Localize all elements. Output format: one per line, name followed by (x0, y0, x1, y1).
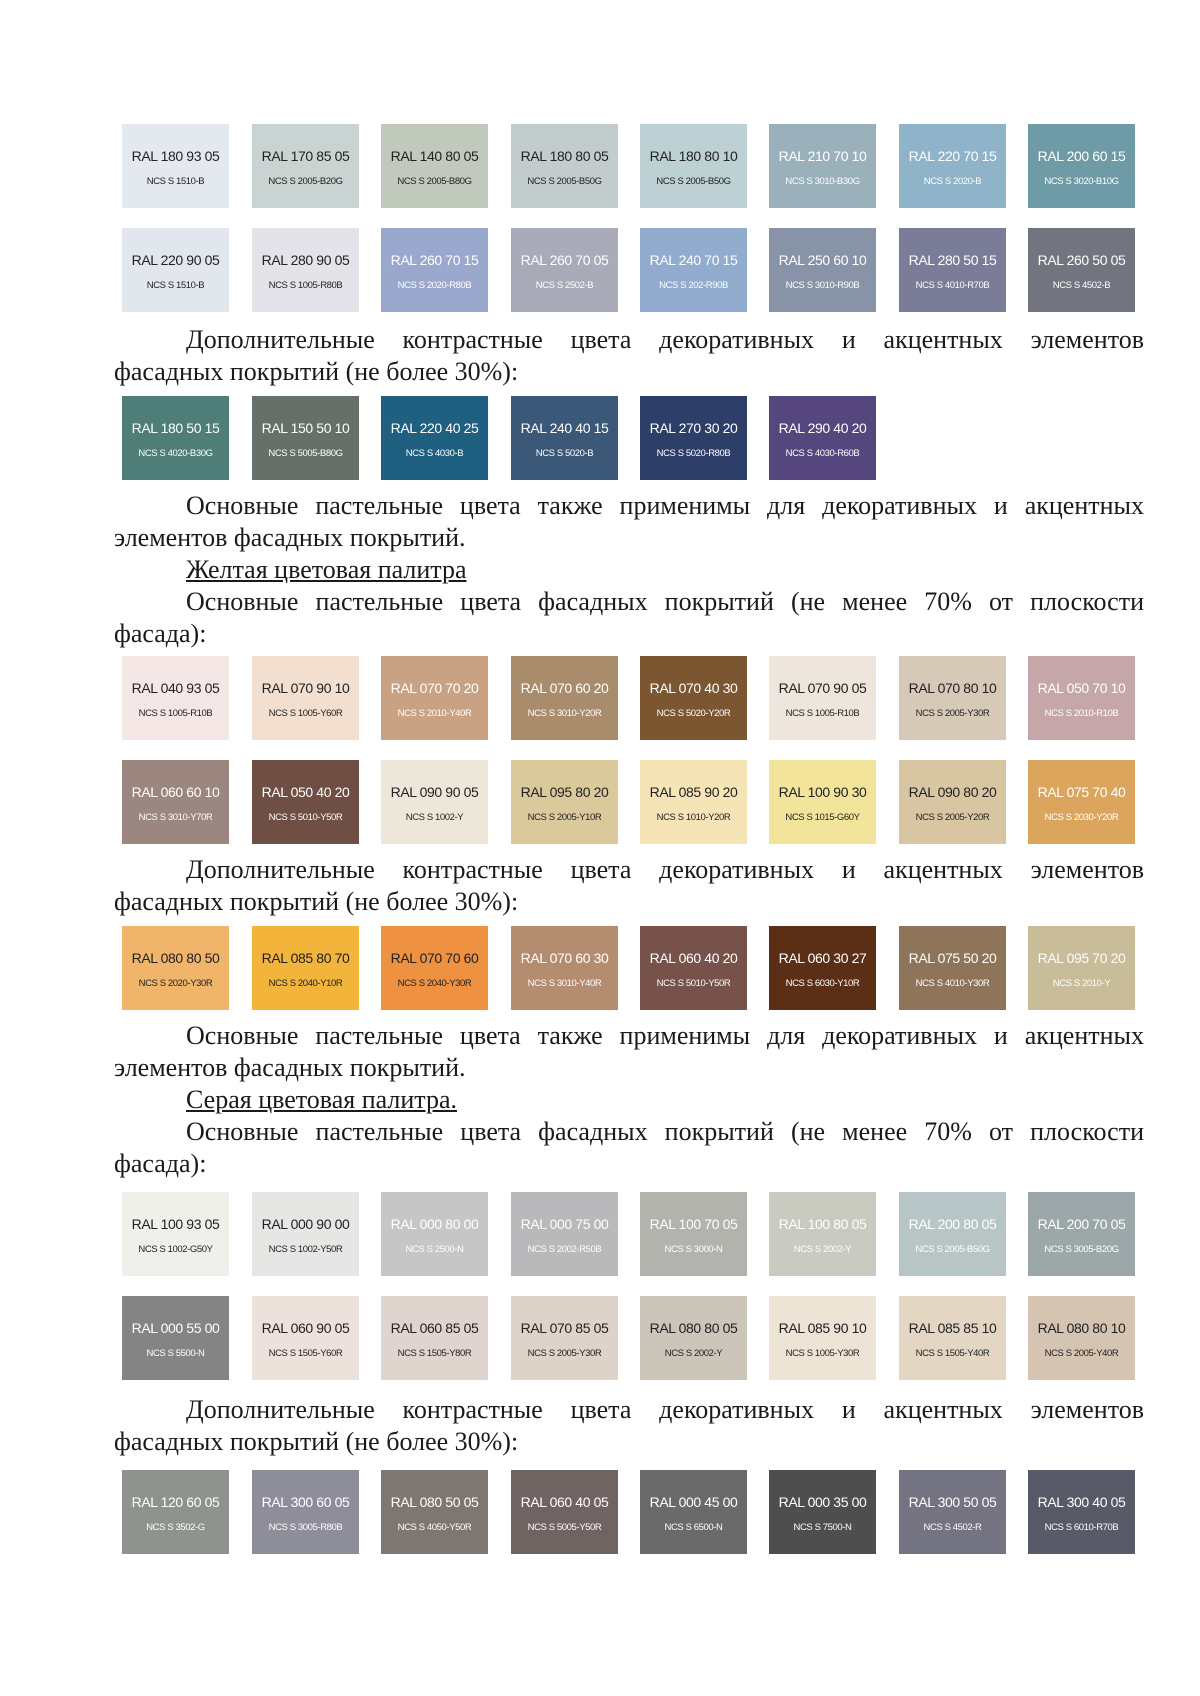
ncs-code: NCS S 1005-R10B (138, 708, 213, 719)
ral-code: RAL 095 70 20 (1037, 950, 1126, 966)
ncs-code: NCS S 3020-B10G (1044, 176, 1119, 187)
color-swatch (769, 1296, 876, 1380)
ncs-code: NCS S 5005-B80G (268, 448, 343, 459)
ral-code: RAL 000 35 00 (778, 1494, 867, 1510)
paragraph-line: элементов фасадных покрытий. (114, 523, 466, 552)
color-swatch (899, 124, 1006, 208)
ral-code: RAL 075 70 40 (1037, 784, 1126, 800)
ncs-code: NCS S 1010-Y20R (656, 812, 731, 823)
ncs-code: NCS S 1505-Y40R (915, 1348, 990, 1359)
ncs-code: NCS S 4050-Y50R (397, 1522, 472, 1533)
color-swatch (640, 1296, 747, 1380)
ral-code: RAL 300 50 05 (908, 1494, 997, 1510)
ral-code: RAL 095 80 20 (520, 784, 609, 800)
color-swatch (511, 760, 618, 844)
ncs-code: NCS S 3010-Y20R (527, 708, 602, 719)
ncs-code: NCS S 2005-B20G (268, 176, 343, 187)
color-swatch (252, 926, 359, 1010)
color-swatch (381, 1470, 488, 1554)
ncs-code: NCS S 3010-Y70R (138, 812, 213, 823)
color-swatch (899, 228, 1006, 312)
ral-code: RAL 080 80 50 (131, 950, 220, 966)
color-swatch (252, 760, 359, 844)
swatch-row-gray-2 (0, 1296, 1200, 1380)
ncs-code: NCS S 5010-Y50R (268, 812, 343, 823)
ral-code: RAL 120 60 05 (131, 1494, 220, 1510)
ral-code: RAL 210 70 10 (778, 148, 867, 164)
paragraph-line: Основные пастельные цвета фасадных покрытий (не менее 70% от плоскости (186, 587, 1144, 616)
ncs-code: NCS S 1505-Y60R (268, 1348, 343, 1359)
ncs-code: NCS S 5020-B (535, 448, 594, 459)
ral-code: RAL 250 60 10 (778, 252, 867, 268)
color-swatch (899, 1296, 1006, 1380)
color-swatch (381, 124, 488, 208)
swatch-row-blue-accent (0, 396, 1200, 480)
paragraph-line: Дополнительные контрастные цвета декоративных и акцентных элементов (186, 855, 1144, 884)
ral-code: RAL 290 40 20 (778, 420, 867, 436)
paragraph-gray-intro (114, 1116, 1144, 1180)
color-swatch (769, 1470, 876, 1554)
color-swatch (1028, 1192, 1135, 1276)
ral-code: RAL 220 70 15 (908, 148, 997, 164)
ncs-code: NCS S 1002-Y50R (268, 1244, 343, 1255)
ral-code: RAL 300 40 05 (1037, 1494, 1126, 1510)
ncs-code: NCS S 3010-R90B (785, 280, 860, 291)
ncs-code: NCS S 2020-Y30R (138, 978, 213, 989)
ral-code: RAL 280 90 05 (261, 252, 350, 268)
ncs-code: NCS S 2002-Y (793, 1244, 852, 1255)
swatch-row-blue-1 (0, 124, 1200, 208)
ral-code: RAL 180 80 05 (520, 148, 609, 164)
ral-code: RAL 140 80 05 (390, 148, 479, 164)
ral-code: RAL 060 60 10 (131, 784, 220, 800)
color-swatch (252, 396, 359, 480)
swatch-row-yellow-1 (0, 656, 1200, 740)
ral-code: RAL 060 40 05 (520, 1494, 609, 1510)
ncs-code: NCS S 3502-G (146, 1522, 205, 1533)
color-swatch (122, 1192, 229, 1276)
color-swatch (769, 926, 876, 1010)
ncs-code: NCS S 5010-Y50R (656, 978, 731, 989)
ncs-code: NCS S 2500-N (405, 1244, 464, 1255)
color-swatch (252, 656, 359, 740)
ncs-code: NCS S 5005-Y50R (527, 1522, 602, 1533)
color-swatch (252, 1192, 359, 1276)
ral-code: RAL 200 70 05 (1037, 1216, 1126, 1232)
section-heading-gray: Серая цветовая палитра. (186, 1085, 458, 1114)
ral-code: RAL 260 70 15 (390, 252, 479, 268)
ral-code: RAL 080 50 05 (390, 1494, 479, 1510)
swatch-row-yellow-2 (0, 760, 1200, 844)
ral-code: RAL 050 70 10 (1037, 680, 1126, 696)
ral-code: RAL 180 50 15 (131, 420, 220, 436)
paragraph-line: фасадных покрытий (не более 30%): (114, 1427, 519, 1456)
paragraph-line: фасадных покрытий (не более 30%): (114, 887, 519, 916)
color-swatch (1028, 228, 1135, 312)
ncs-code: NCS S 4502-B (1052, 280, 1111, 291)
ncs-code: NCS S 2040-Y10R (268, 978, 343, 989)
swatch-row-gray-1 (0, 1192, 1200, 1276)
color-swatch (122, 926, 229, 1010)
ncs-code: NCS S 1005-Y30R (785, 1348, 860, 1359)
ral-code: RAL 200 60 15 (1037, 148, 1126, 164)
ral-code: RAL 070 90 10 (261, 680, 350, 696)
ncs-code: NCS S 2005-B50G (656, 176, 731, 187)
ral-code: RAL 220 40 25 (390, 420, 479, 436)
color-swatch (769, 228, 876, 312)
color-swatch (252, 1470, 359, 1554)
paragraph-line: фасада): (114, 1149, 207, 1178)
ncs-code: NCS S 2040-Y30R (397, 978, 472, 989)
color-swatch (1028, 760, 1135, 844)
paragraph-line: элементов фасадных покрытий. (114, 1053, 466, 1082)
color-swatch (640, 760, 747, 844)
paragraph-gray-contrast-note (114, 1394, 1144, 1458)
color-swatch (381, 1192, 488, 1276)
ral-code: RAL 080 80 10 (1037, 1320, 1126, 1336)
ncs-code: NCS S 2020-R80B (397, 280, 472, 291)
paragraph-line: фасадных покрытий (не более 30%): (114, 357, 519, 386)
ncs-code: NCS S 2010-Y40R (397, 708, 472, 719)
ral-code: RAL 070 60 30 (520, 950, 609, 966)
ral-code: RAL 180 93 05 (131, 148, 220, 164)
ral-code: RAL 060 40 20 (649, 950, 738, 966)
ral-code: RAL 100 70 05 (649, 1216, 738, 1232)
color-swatch (511, 228, 618, 312)
ral-code: RAL 260 70 05 (520, 252, 609, 268)
ral-code: RAL 300 60 05 (261, 1494, 350, 1510)
ncs-code: NCS S 1005-R80B (268, 280, 343, 291)
ncs-code: NCS S 2005-Y40R (1044, 1348, 1119, 1359)
ncs-code: NCS S 3010-Y40R (527, 978, 602, 989)
color-swatch (511, 926, 618, 1010)
color-swatch (640, 656, 747, 740)
color-swatch (122, 1470, 229, 1554)
paragraph-yellow-intro (114, 586, 1144, 650)
ncs-code: NCS S 2020-B (923, 176, 982, 187)
ncs-code: NCS S 4030-B (405, 448, 464, 459)
color-swatch (899, 656, 1006, 740)
color-swatch (640, 1192, 747, 1276)
ncs-code: NCS S 2005-B50G (527, 176, 602, 187)
paragraph-line: Дополнительные контрастные цвета декоративных и акцентных элементов (186, 325, 1144, 354)
ral-code: RAL 270 30 20 (649, 420, 738, 436)
color-swatch (511, 1296, 618, 1380)
ncs-code: NCS S 6500-N (664, 1522, 723, 1533)
color-swatch (381, 760, 488, 844)
ral-code: RAL 000 80 00 (390, 1216, 479, 1232)
color-swatch (122, 124, 229, 208)
ral-code: RAL 180 80 10 (649, 148, 738, 164)
section-heading-yellow: Желтая цветовая палитра (186, 555, 467, 584)
ral-code: RAL 240 40 15 (520, 420, 609, 436)
paragraph-line: Основные пастельные цвета также применимы для декоративных и акцентных (186, 1021, 1144, 1050)
ral-code: RAL 060 90 05 (261, 1320, 350, 1336)
color-swatch (511, 124, 618, 208)
ncs-code: NCS S 3010-B30G (785, 176, 860, 187)
ral-code: RAL 280 50 15 (908, 252, 997, 268)
ral-code: RAL 000 45 00 (649, 1494, 738, 1510)
ncs-code: NCS S 2010-Y (1052, 978, 1111, 989)
paragraph-line: Дополнительные контрастные цвета декоративных и акцентных элементов (186, 1395, 1144, 1424)
ral-code: RAL 100 90 30 (778, 784, 867, 800)
color-swatch (899, 1192, 1006, 1276)
ral-code: RAL 085 90 20 (649, 784, 738, 800)
ncs-code: NCS S 1505-Y80R (397, 1348, 472, 1359)
color-swatch (1028, 926, 1135, 1010)
color-swatch (252, 228, 359, 312)
ncs-code: NCS S 2005-Y30R (915, 708, 990, 719)
color-swatch (122, 760, 229, 844)
swatch-row-gray-accent (0, 1470, 1200, 1554)
ral-code: RAL 075 50 20 (908, 950, 997, 966)
color-swatch (511, 396, 618, 480)
ncs-code: NCS S 3000-N (664, 1244, 723, 1255)
ral-code: RAL 085 90 10 (778, 1320, 867, 1336)
ncs-code: NCS S 2002-Y (664, 1348, 723, 1359)
ncs-code: NCS S 5020-Y20R (656, 708, 731, 719)
ral-code: RAL 050 40 20 (261, 784, 350, 800)
ncs-code: NCS S 202-R90B (659, 280, 728, 291)
ral-code: RAL 240 70 15 (649, 252, 738, 268)
color-swatch (381, 656, 488, 740)
color-swatch (769, 124, 876, 208)
ral-code: RAL 070 40 30 (649, 680, 738, 696)
color-swatch (640, 1470, 747, 1554)
ncs-code: NCS S 5020-R80B (656, 448, 731, 459)
ncs-code: NCS S 4502-R (923, 1522, 982, 1533)
ral-code: RAL 085 80 70 (261, 950, 350, 966)
swatch-row-blue-2 (0, 228, 1200, 312)
ncs-code: NCS S 7500-N (793, 1522, 852, 1533)
ncs-code: NCS S 4020-B30G (138, 448, 213, 459)
color-swatch (122, 656, 229, 740)
ncs-code: NCS S 2030-Y20R (1044, 812, 1119, 823)
ral-code: RAL 170 85 05 (261, 148, 350, 164)
color-swatch (381, 228, 488, 312)
ral-code: RAL 000 90 00 (261, 1216, 350, 1232)
color-swatch (122, 396, 229, 480)
color-swatch (511, 1192, 618, 1276)
color-swatch (1028, 124, 1135, 208)
paragraph-line: Основные пастельные цвета также применимы для декоративных и акцентных (186, 491, 1144, 520)
ral-code: RAL 060 85 05 (390, 1320, 479, 1336)
ral-code: RAL 260 50 05 (1037, 252, 1126, 268)
ral-code: RAL 070 70 20 (390, 680, 479, 696)
ncs-code: NCS S 6010-R70B (1044, 1522, 1119, 1533)
color-swatch (640, 228, 747, 312)
ral-code: RAL 085 85 10 (908, 1320, 997, 1336)
color-swatch (640, 124, 747, 208)
color-swatch (381, 396, 488, 480)
ral-code: RAL 000 75 00 (520, 1216, 609, 1232)
ral-code: RAL 060 30 27 (778, 950, 867, 966)
ral-code: RAL 220 90 05 (131, 252, 220, 268)
ral-code: RAL 040 93 05 (131, 680, 220, 696)
ral-code: RAL 080 80 05 (649, 1320, 738, 1336)
paragraph-yellow-contrast-note (114, 854, 1144, 918)
ncs-code: NCS S 1002-G50Y (138, 1244, 213, 1255)
color-swatch (769, 656, 876, 740)
color-swatch (640, 396, 747, 480)
color-swatch (1028, 1296, 1135, 1380)
color-swatch (899, 1470, 1006, 1554)
ncs-code: NCS S 1015-G60Y (785, 812, 860, 823)
ncs-code: NCS S 1510-B (146, 280, 205, 291)
color-swatch (122, 1296, 229, 1380)
ncs-code: NCS S 2010-R10B (1044, 708, 1119, 719)
ral-code: RAL 070 80 10 (908, 680, 997, 696)
ncs-code: NCS S 2002-R50B (527, 1244, 602, 1255)
ncs-code: NCS S 4010-Y30R (915, 978, 990, 989)
color-swatch (252, 1296, 359, 1380)
ncs-code: NCS S 3005-B20G (1044, 1244, 1119, 1255)
ral-code: RAL 100 93 05 (131, 1216, 220, 1232)
paragraph-line: Основные пастельные цвета фасадных покрытий (не менее 70% от плоскости (186, 1117, 1144, 1146)
ncs-code: NCS S 2502-B (535, 280, 594, 291)
color-swatch (1028, 1470, 1135, 1554)
color-swatch (381, 926, 488, 1010)
ncs-code: NCS S 5500-N (146, 1348, 205, 1359)
color-swatch (899, 926, 1006, 1010)
ncs-code: NCS S 4010-R70B (915, 280, 990, 291)
color-swatch (769, 760, 876, 844)
color-swatch (122, 228, 229, 312)
color-swatch (769, 1192, 876, 1276)
color-swatch (381, 1296, 488, 1380)
ncs-code: NCS S 2005-B50G (915, 1244, 990, 1255)
ral-code: RAL 200 80 05 (908, 1216, 997, 1232)
color-swatch (1028, 656, 1135, 740)
ral-code: RAL 150 50 10 (261, 420, 350, 436)
ral-code: RAL 070 85 05 (520, 1320, 609, 1336)
ncs-code: NCS S 2005-Y30R (527, 1348, 602, 1359)
ral-code: RAL 100 80 05 (778, 1216, 867, 1232)
color-swatch (899, 760, 1006, 844)
ncs-code: NCS S 2005-Y20R (915, 812, 990, 823)
color-swatch (511, 1470, 618, 1554)
ncs-code: NCS S 3005-R80B (268, 1522, 343, 1533)
color-swatch (511, 656, 618, 740)
ncs-code: NCS S 1002-Y (405, 812, 464, 823)
ral-code: RAL 070 90 05 (778, 680, 867, 696)
paragraph-contrast-note (114, 324, 1144, 388)
ral-code: RAL 070 60 20 (520, 680, 609, 696)
ral-code: RAL 070 70 60 (390, 950, 479, 966)
ncs-code: NCS S 6030-Y10R (785, 978, 860, 989)
ral-code: RAL 000 55 00 (131, 1320, 220, 1336)
color-swatch (252, 124, 359, 208)
paragraph-yellow-pastel-note (114, 1020, 1144, 1084)
paragraph-pastel-note (114, 490, 1144, 554)
ncs-code: NCS S 2005-Y10R (527, 812, 602, 823)
ncs-code: NCS S 2005-B80G (397, 176, 472, 187)
ral-code: RAL 090 90 05 (390, 784, 479, 800)
color-swatch (769, 396, 876, 480)
ncs-code: NCS S 4030-R60B (785, 448, 860, 459)
swatch-row-yellow-accent (0, 926, 1200, 1010)
ncs-code: NCS S 1005-Y60R (268, 708, 343, 719)
paragraph-line: фасада): (114, 619, 207, 648)
ral-code: RAL 090 80 20 (908, 784, 997, 800)
ncs-code: NCS S 1005-R10B (785, 708, 860, 719)
color-swatch (640, 926, 747, 1010)
ncs-code: NCS S 1510-B (146, 176, 205, 187)
